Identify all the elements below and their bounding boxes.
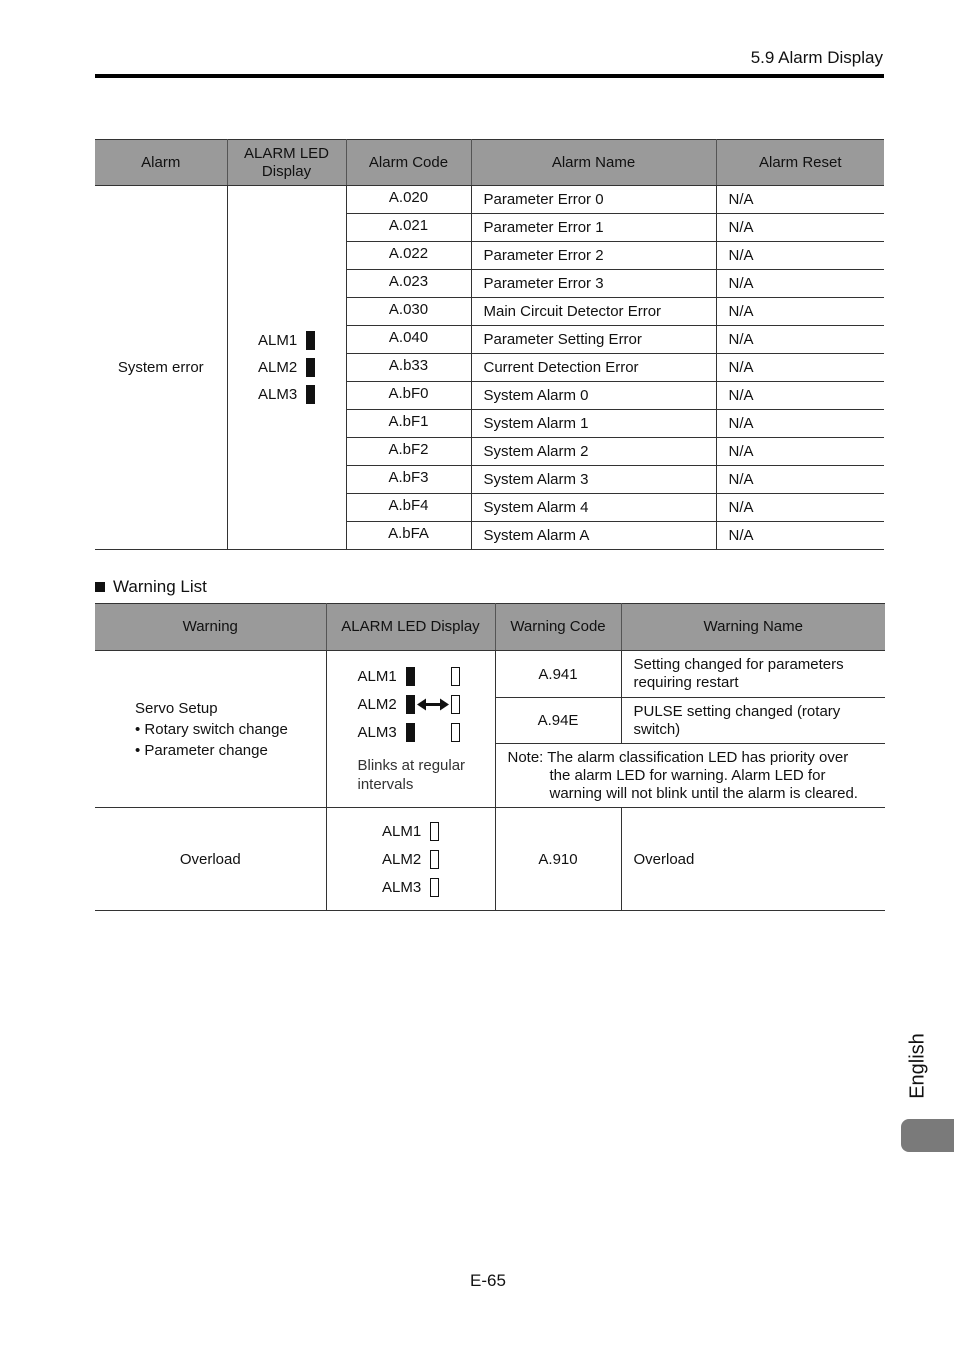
- alarm-led-display: [227, 186, 346, 550]
- square-bullet-icon: [95, 582, 105, 592]
- warning-list-title: [95, 577, 207, 597]
- led-on-icon: [406, 667, 415, 686]
- warning-list-title-text: Warning List: [113, 577, 207, 596]
- led-label: ALM1: [258, 332, 298, 349]
- led-label: ALM2: [258, 359, 298, 376]
- alarm-reset: N/A: [716, 382, 884, 410]
- alarm-code: A.bF2: [346, 438, 471, 466]
- led-on-icon: [406, 695, 415, 714]
- priority-note: [495, 744, 885, 808]
- alarm-code: A.021: [346, 214, 471, 242]
- blink-note-line: Blinks at regular: [357, 757, 466, 774]
- alarm-name: Parameter Error 3: [471, 270, 716, 298]
- header-rule: [95, 74, 884, 78]
- alarm-name: Main Circuit Detector Error: [471, 298, 716, 326]
- warning-name-line: switch): [633, 720, 681, 738]
- note-line: the alarm LED for warning. Alarm LED for: [549, 766, 826, 784]
- header-alarm-led-display: ALARM LED Display: [326, 604, 495, 651]
- header-alarm-name: Alarm Name: [471, 140, 716, 186]
- alarm-reset: N/A: [716, 270, 884, 298]
- note-line: warning will not blink until the alarm is cleared.: [549, 784, 858, 802]
- alarm-group-label: System error: [95, 186, 227, 550]
- blink-alternate-arrow-icon: [415, 695, 451, 714]
- alarm-name: System Alarm 1: [471, 410, 716, 438]
- language-tab: [901, 1119, 954, 1152]
- alarm-name: Current Detection Error: [471, 354, 716, 382]
- servo-setup-cell: [95, 651, 326, 808]
- alarm-code: A.bF4: [346, 494, 471, 522]
- alarm-name: System Alarm 2: [471, 438, 716, 466]
- alarm-name: System Alarm 0: [471, 382, 716, 410]
- alarm-reset: N/A: [716, 438, 884, 466]
- overload-led-display: [326, 808, 495, 911]
- alarm-code: A.bFA: [346, 522, 471, 550]
- alarm-reset: N/A: [716, 326, 884, 354]
- servo-setup-title: Servo Setup: [135, 699, 218, 717]
- led-label: ALM3: [357, 723, 397, 741]
- note-line: Note: The alarm classification LED has priority over: [507, 748, 849, 766]
- warning-name: [621, 651, 885, 698]
- warning-name-line: requiring restart: [633, 674, 739, 691]
- warning-code: A.910: [495, 808, 621, 911]
- language-tab-label: English: [906, 1033, 929, 1099]
- warning-table: [95, 603, 885, 911]
- alarm-reset: N/A: [716, 466, 884, 494]
- overload-label: Overload: [95, 808, 326, 911]
- led-off-icon: [451, 667, 460, 686]
- page-number: E-65: [470, 1271, 506, 1290]
- alarm-reset: N/A: [716, 242, 884, 270]
- servo-setup-item: • Rotary switch change: [135, 720, 288, 738]
- table-row: [95, 651, 885, 698]
- section-title: 5.9 Alarm Display: [750, 48, 883, 67]
- alarm-code: A.023: [346, 270, 471, 298]
- alarm-name: Parameter Setting Error: [471, 326, 716, 354]
- table-row: [95, 186, 884, 214]
- blink-note-line: intervals: [357, 776, 414, 793]
- led-on-icon: [306, 358, 315, 377]
- alarm-code: A.bF1: [346, 410, 471, 438]
- alarm-reset: N/A: [716, 494, 884, 522]
- servo-led-display: [326, 651, 495, 808]
- alarm-reset: N/A: [716, 186, 884, 214]
- alarm-name: Parameter Error 1: [471, 214, 716, 242]
- alarm-name: Parameter Error 0: [471, 186, 716, 214]
- led-label: ALM3: [258, 386, 298, 403]
- alarm-code: A.020: [346, 186, 471, 214]
- led-off-icon: [451, 695, 460, 714]
- alarm-reset: N/A: [716, 410, 884, 438]
- header-alarm-reset: Alarm Reset: [716, 140, 884, 186]
- led-off-icon: [430, 822, 439, 841]
- alarm-reset: N/A: [716, 298, 884, 326]
- alarm-name: Parameter Error 2: [471, 242, 716, 270]
- header-warning-code: Warning Code: [495, 604, 621, 651]
- header-warning-name: Warning Name: [621, 604, 885, 651]
- blink-note: [358, 756, 495, 794]
- alarm-name: System Alarm 4: [471, 494, 716, 522]
- alarm-code: A.bF3: [346, 466, 471, 494]
- header-alarm: Alarm: [95, 140, 227, 186]
- alarm-name: System Alarm 3: [471, 466, 716, 494]
- servo-setup-item: • Parameter change: [135, 741, 268, 759]
- warning-name-line: PULSE setting changed (rotary: [633, 702, 841, 720]
- led-label: ALM1: [357, 667, 397, 685]
- alarm-reset: N/A: [716, 214, 884, 242]
- alarm-code: A.040: [346, 326, 471, 354]
- alarm-code: A.bF0: [346, 382, 471, 410]
- led-label: ALM2: [382, 850, 422, 868]
- alarm-code: A.b33: [346, 354, 471, 382]
- alarm-table: [95, 139, 884, 550]
- warning-name: Overload: [621, 808, 885, 911]
- warning-table-header: [95, 604, 885, 651]
- led-on-icon: [306, 385, 315, 404]
- led-label: ALM1: [382, 822, 422, 840]
- led-off-icon: [451, 723, 460, 742]
- warning-code: A.94E: [495, 698, 621, 744]
- led-label: ALM2: [357, 695, 397, 713]
- header-alarm-code: Alarm Code: [346, 140, 471, 186]
- led-on-icon: [406, 723, 415, 742]
- alarm-name: System Alarm A: [471, 522, 716, 550]
- alarm-code: A.022: [346, 242, 471, 270]
- led-off-icon: [430, 878, 439, 897]
- led-on-icon: [306, 331, 315, 350]
- alarm-table-header: [95, 140, 884, 186]
- warning-name-line: Setting changed for parameters: [633, 656, 844, 673]
- header-warning: Warning: [95, 604, 326, 651]
- alarm-code: A.030: [346, 298, 471, 326]
- led-label: ALM3: [382, 878, 422, 896]
- warning-name: [621, 698, 885, 744]
- header-alarm-led-display: ALARM LED Display: [227, 140, 346, 186]
- table-row: [95, 808, 885, 911]
- alarm-reset: N/A: [716, 354, 884, 382]
- alarm-reset: N/A: [716, 522, 884, 550]
- warning-code: A.941: [495, 651, 621, 698]
- led-off-icon: [430, 850, 439, 869]
